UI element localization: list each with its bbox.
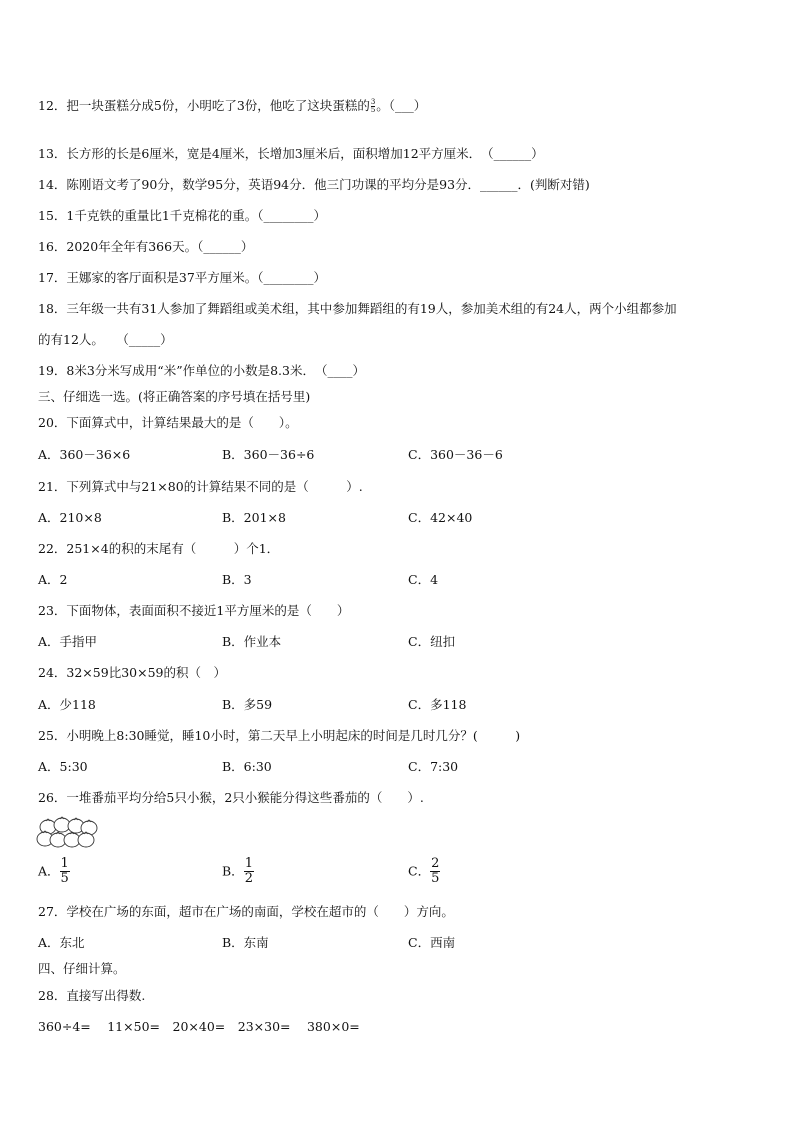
question-21-option-a[interactable]: A．210×8 (38, 510, 102, 525)
question-23-option-a[interactable]: A．手指甲 (38, 634, 98, 649)
question-26-option-c[interactable] (408, 857, 440, 886)
question-12 (38, 98, 426, 114)
question-13: 13．长方形的长是6厘米，宽是4厘米，长增加3厘米后，面积增加12平方厘米． （______） (38, 146, 544, 161)
question-15: 15．1千克铁的重量比1千克棉花的重。（________） (38, 208, 327, 223)
question-24-option-b[interactable]: B．多59 (222, 697, 273, 712)
question-27-option-c[interactable]: C．西南 (408, 935, 456, 950)
question-17: 17．王娜家的客厅面积是37平方厘米。（________） (38, 270, 327, 285)
question-20-stem: 20．下面算式中，计算结果最大的是（ ）。 (38, 415, 298, 430)
question-18-line2: 的有12人。 （_____） (38, 332, 173, 347)
question-26-option-b[interactable] (222, 857, 254, 886)
question-25-option-b[interactable]: B．6:30 (222, 759, 272, 774)
question-22-option-b[interactable]: B．3 (222, 572, 252, 587)
question-12-answer-blank[interactable]: 。（___） (376, 98, 427, 113)
question-22-option-c[interactable]: C．4 (408, 572, 439, 587)
question-23-option-c[interactable]: C．纽扣 (408, 634, 456, 649)
question-25-option-a[interactable]: A．5:30 (38, 759, 88, 774)
question-27-stem: 27．学校在广场的东面，超市在广场的南面，学校在超市的（ ）方向。 (38, 904, 454, 919)
question-21-option-c[interactable]: C．42×40 (408, 510, 473, 525)
question-23-option-b[interactable]: B．作业本 (222, 634, 282, 649)
question-20-option-c[interactable]: C．360－36－6 (408, 447, 503, 462)
question-20-option-b[interactable]: B．360－36÷6 (222, 447, 315, 462)
question-26-option-a[interactable] (38, 857, 70, 886)
section-3-heading: 三、仔细选一选。(将正确答案的序号填在括号里) (38, 389, 311, 404)
question-24-stem: 24．32×59比30×59的积（ ） (38, 665, 226, 680)
question-23-stem: 23．下面物体，表面面积不接近1平方厘米的是（ ） (38, 603, 350, 618)
question-28-stem: 28．直接写出得数. (38, 988, 146, 1003)
question-14: 14．陈刚语文考了90分，数学95分，英语94分．他三门功课的平均分是93分．______．(判断对错) (38, 177, 590, 192)
question-12-fraction: $\frac{3}{5}$ (370, 98, 376, 114)
tomatoes-image (36, 815, 100, 851)
question-21-stem: 21．下列算式中与21×80的计算结果不同的是（ ）. (38, 479, 363, 494)
question-25-stem: 25．小明晚上8:30睡觉，睡10小时，第二天早上小明起床的时间是几时几分？( ) (38, 728, 521, 743)
option-c-label: C． (408, 863, 431, 879)
question-27-option-a[interactable]: A．东北 (38, 935, 85, 950)
question-25-option-c[interactable]: C．7:30 (408, 759, 459, 774)
question-22-option-a[interactable]: A．2 (38, 572, 68, 587)
question-24-option-c[interactable]: C．多118 (408, 697, 467, 712)
question-18-line1: 18．三年级一共有31人参加了舞蹈组或美术组，其中参加舞蹈组的有19人，参加美术组的有24人，两个小组都参加 (38, 301, 677, 316)
question-26-stem: 26．一堆番茄平均分给5只小猴，2只小猴能分得这些番茄的（ ）. (38, 790, 424, 805)
section-4-heading: 四、仔细计算。 (38, 961, 126, 976)
option-a-label: A． (38, 863, 60, 879)
question-28-calculations: 360÷4= 11×50= 20×40= 23×30= 380×0= (38, 1019, 360, 1034)
question-19: 19．8米3分米写成用“米”作单位的小数是8.3米． （____） (38, 363, 365, 378)
question-12-text: 12．把一块蛋糕分成5份，小明吃了3份，他吃了这块蛋糕的 (38, 98, 370, 113)
option-c-fraction: $\frac{2}{5}$ (431, 856, 440, 886)
question-22-stem: 22．251×4的积的末尾有（ ）个1． (38, 541, 280, 556)
question-21-option-b[interactable]: B．201×8 (222, 510, 286, 525)
question-27-option-b[interactable]: B．东南 (222, 935, 269, 950)
option-b-fraction: $\frac{1}{2}$ (244, 856, 253, 886)
question-16: 16．2020年全年有366天。（______） (38, 239, 254, 254)
option-b-label: B． (222, 863, 244, 879)
question-24-option-a[interactable]: A．少118 (38, 697, 96, 712)
question-20-option-a[interactable]: A．360－36×6 (38, 447, 131, 462)
option-a-fraction: $\frac{1}{5}$ (60, 856, 69, 886)
